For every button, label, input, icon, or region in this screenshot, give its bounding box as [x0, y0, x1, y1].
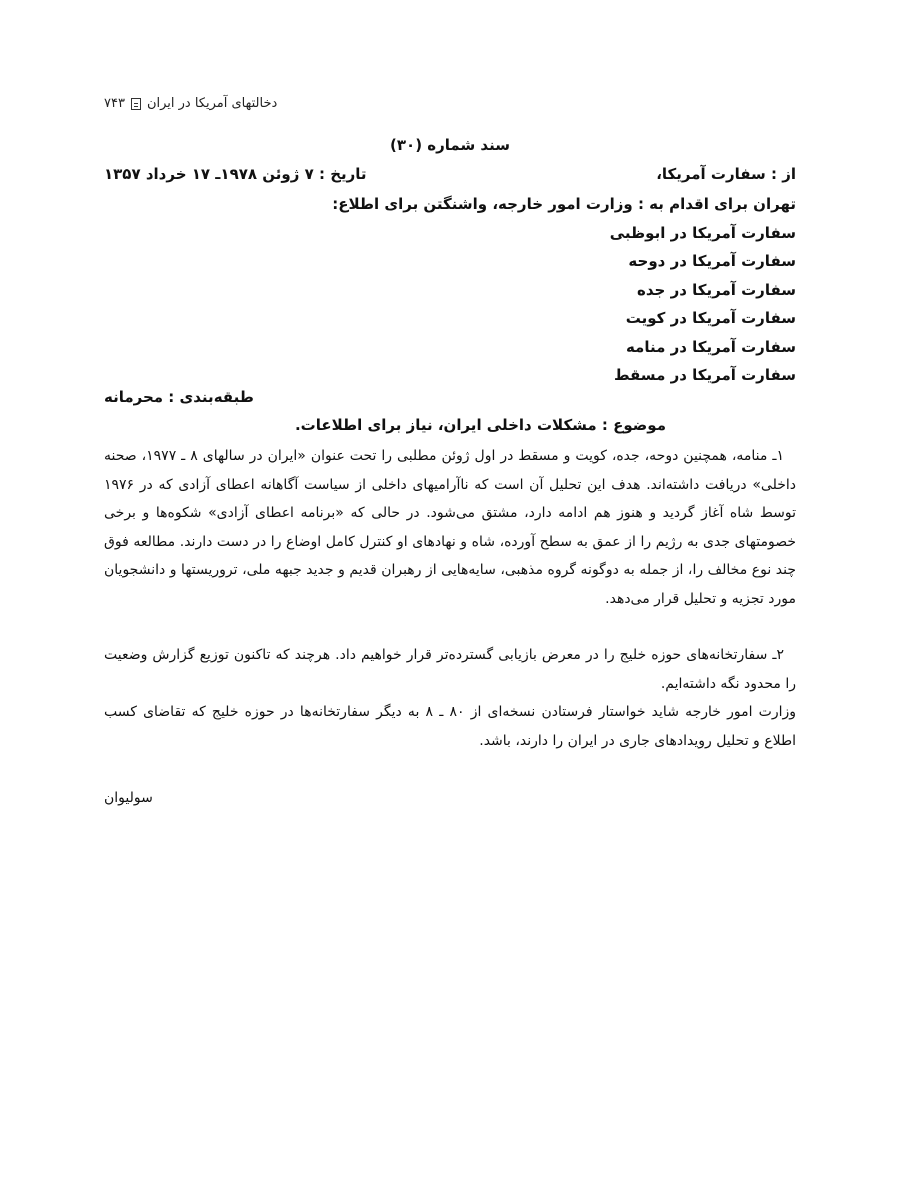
subject-line: موضوع : مشکلات داخلی ایران، نیاز برای اطلاعات. — [294, 416, 666, 434]
paragraph-1: ۱ـ منامه، همچنین دوحه، جده، کویت و مسقط در اول ژوئن مطلبی را تحت عنوان «ایران در سالهای ۸ ـ ۱۹۷۷، صحنه داخلی» دریافت داشته‌اند. هدف این تحلیل آن است که ناآرامیهای داخلی از سیاست آگاهانه اعطای آزادی که در ۱۹۷۶ توسط شاه آغاز گردید و هنوز هم ادامه دارد، مشتق می‌شود. در حالی که «برنامه اعطای آزادی» شکوه‌ها و برخی خصومتهای جدی به رژیم را از عمق به سطح آورده، شاه و نهادهای او کنترل کامل اوضاع را در دست دارند. مطالعه فوق چند نوع مخالف را، از جمله به دوگونه گروه مذهبی، سایه‌هایی از رهبران قدیم و جدید جبهه ملی، تروریستها و دانشجویان مورد تجزیه و تحلیل قرار می‌دهد. — [104, 448, 796, 607]
paragraph-2: ۲ـ سفارتخانه‌های حوزه خلیج را در معرض بازیابی گسترده‌تر قرار خواهیم داد. هرچند که تاکنون توزیع گزارش وضعیت را محدود نگه داشته‌ایم. — [104, 647, 796, 692]
paragraph-3: وزارت امور خارجه شاید خواستار فرستادن نسخه‌ای از ۸۰ ـ ۸ به دیگر سفارتخانه‌ها در حوزه خلیج که تقاضای کسب اطلاع و تحلیل رویدادهای جاری در ایران را دارند، باشد. — [104, 704, 796, 749]
running-header-group — [104, 94, 277, 114]
document-page — [104, 0, 796, 1200]
recipient-line: تهران برای اقدام به : وزارت امور خارجه، واشنگتن برای اطلاع: — [332, 195, 796, 213]
date-field: تاریخ : ۷ ژوئن ۱۹۷۸ـ ۱۷ خرداد ۱۳۵۷ — [104, 165, 367, 183]
from-date-line — [104, 162, 796, 186]
signature: سولیوان — [104, 790, 153, 806]
recipient-line: سفارت آمریکا در ابوظبی — [609, 223, 796, 242]
recipient-line: سفارت آمریکا در مسقط — [613, 366, 796, 384]
recipient-line: سفارت آمریکا در منامه — [625, 337, 796, 356]
classification: طبقه‌بندی : محرمانه — [104, 388, 254, 406]
from-field: از : سفارت آمریکا، — [656, 165, 796, 183]
recipient-line: سفارت آمریکا در جده — [637, 280, 796, 299]
document-body — [104, 442, 796, 755]
recipient-line: سفارت آمریکا در کویت — [625, 309, 796, 327]
running-header-title: دخالتهای آمریکا در ایران — [146, 96, 278, 111]
page-number: ۷۴۳ — [104, 96, 125, 111]
recipients-list — [104, 190, 796, 390]
running-header — [104, 94, 796, 114]
document-icon — [131, 98, 141, 110]
document-title: سند شماره (۳۰) — [390, 136, 510, 154]
recipient-line: سفارت آمریکا در دوحه — [628, 252, 796, 270]
